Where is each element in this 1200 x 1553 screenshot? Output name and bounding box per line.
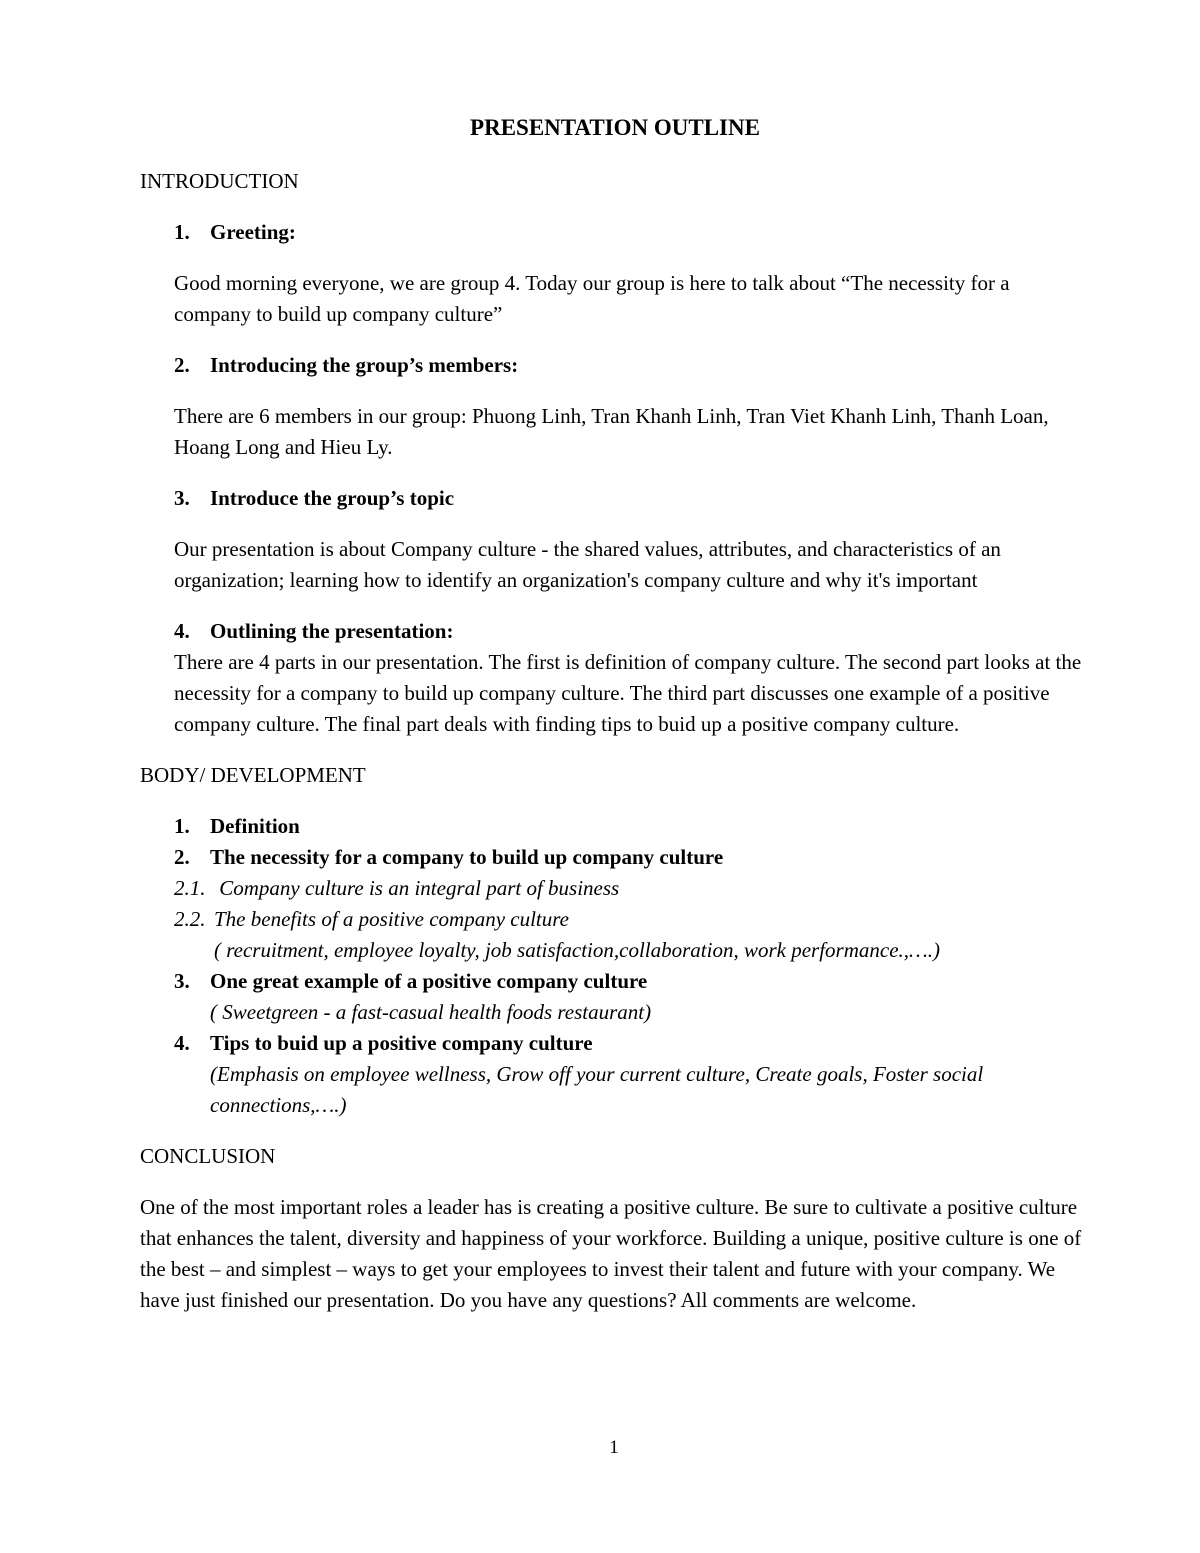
intro-item-2-text: There are 6 members in our group: Phuong Linh, Tran Khanh Linh, Tran Viet Khanh Linh, Thanh Loan, Hoang Long and Hieu Ly.: [174, 404, 1049, 459]
body-subitem-2-2-note: ( recruitment, employee loyalty, job satisfaction,collaboration, work performance.,….): [214, 938, 940, 962]
intro-item-2-number: 2.: [174, 353, 190, 377]
body-item-3-text: One great example of a positive company culture: [210, 969, 648, 993]
body-item-1: [140, 811, 1085, 842]
body-heading: BODY/ DEVELOPMENT: [140, 763, 366, 787]
body-subitem-2-2-text: The benefits of a positive company culture: [214, 907, 569, 931]
intro-item-2-heading: [140, 350, 1085, 381]
body-subitem-2-1: [140, 873, 1085, 904]
intro-item-3-text: Our presentation is about Company culture - the shared values, attributes, and characteristics of an organization; learning how to identify an organization's company culture and why it's important: [174, 537, 1001, 592]
intro-item-2-title: Introducing the group’s members:: [210, 353, 519, 377]
body-item-1-number: 1.: [174, 814, 190, 838]
intro-item-4-heading: [140, 616, 1085, 647]
document-title: PRESENTATION OUTLINE: [470, 115, 760, 140]
body-item-4: [140, 1028, 1085, 1059]
intro-item-1-title: Greeting:: [210, 220, 296, 244]
body-item-3: [140, 966, 1085, 997]
intro-item-3-title: Introduce the group’s topic: [210, 486, 455, 510]
intro-item-4-title: Outlining the presentation:: [210, 619, 454, 643]
body-item-2-text: The necessity for a company to build up company culture: [210, 845, 724, 869]
body-item-2-number: 2.: [174, 845, 190, 869]
intro-item-1-text: Good morning everyone, we are group 4. Today our group is here to talk about “The necessity for a company to build up company culture”: [174, 271, 1010, 326]
body-item-4-note: (Emphasis on employee wellness, Grow off your current culture, Create goals, Foster social connections,….): [210, 1062, 984, 1117]
intro-item-3-number: 3.: [174, 486, 190, 510]
body-subitem-2-2: [140, 904, 1085, 935]
body-item-4-number: 4.: [174, 1031, 190, 1055]
conclusion-text: One of the most important roles a leader has is creating a positive culture. Be sure to cultivate a positive culture that enhances the talent, diversity and happiness of your workforce. Building a unique, positive culture is one of the best – and simplest – ways to get your employees to invest their talent and future with your company. We have just finished our presentation. Do you have any questions? All comments are welcome.: [140, 1195, 1082, 1312]
intro-item-4-text: There are 4 parts in our presentation. The first is definition of company culture. The second part looks at the necessity for a company to build up company culture. The third part discusses one example of a positive company culture. The final part deals with finding tips to buid up a positive company culture.: [174, 650, 1082, 736]
intro-item-4-number: 4.: [174, 619, 190, 643]
conclusion-heading: CONCLUSION: [140, 1144, 276, 1168]
intro-item-1-number: 1.: [174, 220, 190, 244]
body-item-2: [140, 842, 1085, 873]
body-item-3-number: 3.: [174, 969, 190, 993]
body-subitem-2-1-number: 2.1.: [174, 876, 206, 900]
introduction-heading: INTRODUCTION: [140, 169, 299, 193]
page-number: 1: [609, 1437, 619, 1458]
body-outline-list: [140, 811, 1085, 1121]
document-content: [140, 112, 1085, 1316]
body-subitem-2-1-text: Company culture is an integral part of business: [214, 876, 620, 900]
body-subitem-2-2-number: 2.2.: [174, 907, 206, 931]
body-item-3-note: ( Sweetgreen - a fast-casual health foods restaurant): [210, 1000, 652, 1024]
body-item-1-text: Definition: [210, 814, 300, 838]
intro-item-1-heading: [140, 217, 1085, 248]
body-item-4-text: Tips to buid up a positive company culture: [210, 1031, 593, 1055]
intro-item-3-heading: [140, 483, 1085, 514]
